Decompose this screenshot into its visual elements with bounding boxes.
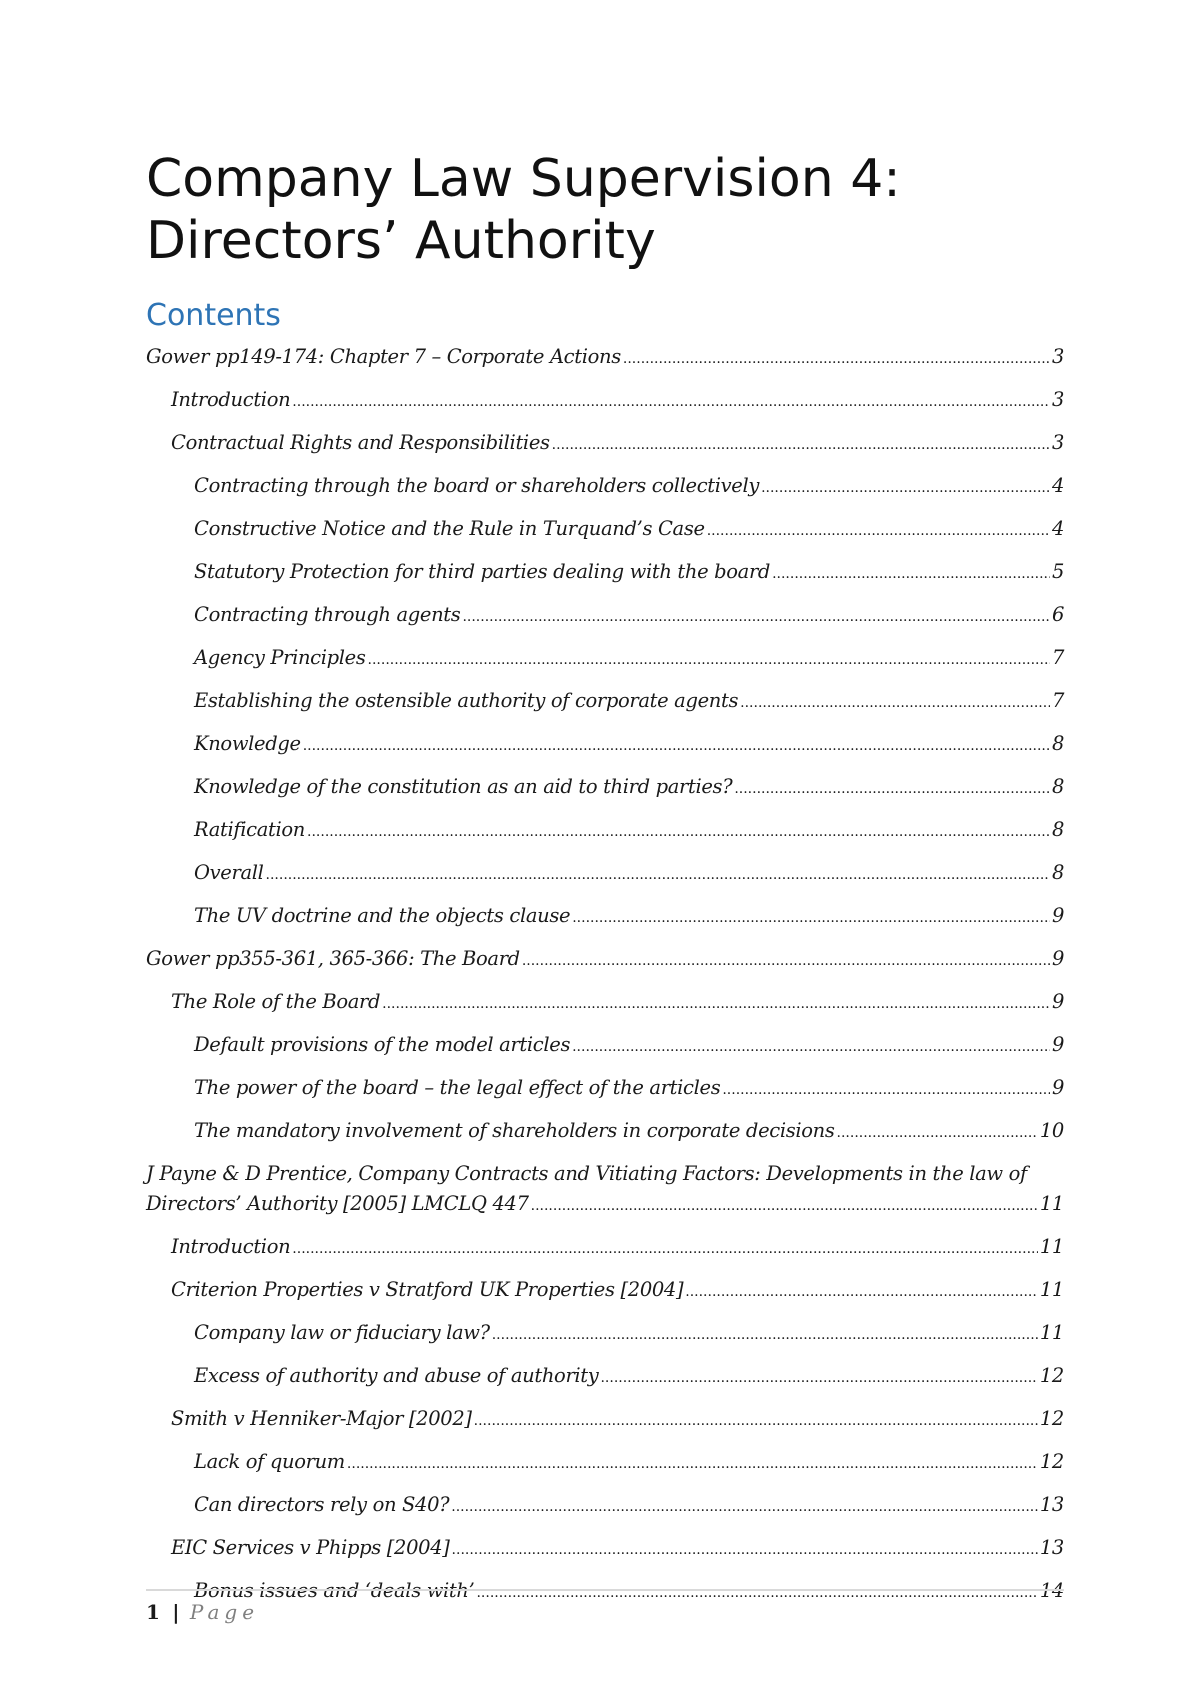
- toc-entry-title: Company law or fiduciary law?: [194, 1321, 490, 1344]
- toc-dot-leader: [531, 1189, 1038, 1221]
- toc-entry[interactable]: [146, 815, 1064, 847]
- toc-entry[interactable]: [146, 1576, 1064, 1608]
- toc-dot-leader: [368, 643, 1050, 675]
- toc-entry[interactable]: [146, 1116, 1064, 1148]
- toc-page-number: 9: [1051, 904, 1064, 927]
- toc-entry[interactable]: [146, 772, 1064, 804]
- toc-dot-leader: [772, 557, 1050, 589]
- toc-entry[interactable]: [146, 385, 1064, 417]
- toc-page-number: 9: [1051, 1033, 1064, 1056]
- page-footer: [146, 1597, 259, 1627]
- toc-entry-title: The Role of the Board: [171, 990, 381, 1013]
- toc-dot-leader: [722, 1073, 1050, 1105]
- toc-dot-leader: [761, 471, 1050, 503]
- toc-entry-title: EIC Services v Phipps [2004]: [171, 1536, 450, 1559]
- toc-entry-title: Contracting through the board or shareholders collectively: [194, 474, 760, 497]
- toc-page-number: 8: [1051, 861, 1064, 884]
- page-number: 1: [146, 1600, 160, 1624]
- toc-entry-title: Can directors rely on S40?: [194, 1493, 450, 1516]
- toc-page-number: 12: [1039, 1450, 1064, 1473]
- title-line-2: Directors’ Authority: [146, 211, 656, 271]
- toc-page-number: 8: [1051, 818, 1064, 841]
- toc-entry-title: Contracting through agents: [194, 603, 461, 626]
- toc-dot-leader: [492, 1318, 1038, 1350]
- toc-entry-title: Knowledge of the constitution as an aid to third parties?: [194, 775, 733, 798]
- toc-entry-title: Directors’ Authority [2005] LMCLQ 447: [146, 1192, 529, 1215]
- toc-page-number: 9: [1051, 947, 1064, 970]
- toc-page-number: 14: [1039, 1579, 1064, 1602]
- toc-entry[interactable]: [146, 1447, 1064, 1479]
- page-label: Page: [189, 1600, 260, 1624]
- toc-entry[interactable]: [146, 987, 1064, 1019]
- toc-entry-title: Introduction: [171, 1235, 291, 1258]
- toc-dot-leader: [837, 1116, 1038, 1148]
- toc-entry[interactable]: [146, 342, 1064, 374]
- toc-dot-leader: [266, 858, 1050, 890]
- toc-entry[interactable]: [146, 643, 1064, 675]
- toc-page-number: 5: [1051, 560, 1064, 583]
- toc-entry-title: The UV doctrine and the objects clause: [194, 904, 571, 927]
- toc-entry-title: Gower pp355-361, 365-366: The Board: [146, 947, 520, 970]
- toc-entry[interactable]: [146, 729, 1064, 761]
- toc-page-number: 3: [1051, 431, 1064, 454]
- toc-page-number: 9: [1051, 1076, 1064, 1099]
- toc-dot-leader: [552, 428, 1050, 460]
- toc-entry-title: Ratification: [194, 818, 306, 841]
- toc-entry[interactable]: [146, 1232, 1064, 1264]
- toc-entry-title: The power of the board – the legal effect of the articles: [194, 1076, 721, 1099]
- toc-dot-leader: [600, 1361, 1037, 1393]
- toc-dot-leader: [307, 815, 1050, 847]
- toc-dot-leader: [292, 1232, 1038, 1264]
- toc-dot-leader: [685, 1275, 1038, 1307]
- toc-entry-title: Knowledge: [194, 732, 301, 755]
- toc-dot-leader: [462, 600, 1049, 632]
- toc-entry[interactable]: [146, 514, 1064, 546]
- document-title: [146, 148, 1086, 272]
- toc-entry-title: Bonus issues and ‘deals with’: [194, 1579, 475, 1602]
- toc-entry[interactable]: [146, 858, 1064, 890]
- toc-entry-title: Constructive Notice and the Rule in Turquand’s Case: [194, 517, 705, 540]
- toc-entry[interactable]: [146, 471, 1064, 503]
- toc-entry-title: Overall: [194, 861, 264, 884]
- toc-entry[interactable]: [146, 1275, 1064, 1307]
- toc-entry-title: Lack of quorum: [194, 1450, 345, 1473]
- toc-dot-leader: [572, 1030, 1050, 1062]
- toc-page-number: 6: [1051, 603, 1064, 626]
- toc-dot-leader: [303, 729, 1050, 761]
- toc-page-number: 9: [1051, 990, 1064, 1013]
- toc-page-number: 4: [1051, 517, 1064, 540]
- toc-page-number: 8: [1051, 732, 1064, 755]
- toc-entry-title-line-1: J Payne & D Prentice, Company Contracts and Vitiating Factors: Developments in the law of: [146, 1162, 1027, 1185]
- toc-entry-title: Smith v Henniker-Major [2002]: [171, 1407, 472, 1430]
- toc-dot-leader: [347, 1447, 1038, 1479]
- toc-entry[interactable]: [146, 1490, 1064, 1522]
- toc-entry-title: The mandatory involvement of shareholders in corporate decisions: [194, 1119, 835, 1142]
- toc-page-number: 7: [1051, 646, 1064, 669]
- toc-page-number: 7: [1051, 689, 1064, 712]
- toc-dot-leader: [476, 1576, 1037, 1608]
- table-of-contents: [146, 342, 1064, 1619]
- toc-entry-line-2: [146, 1189, 1064, 1221]
- toc-dot-leader: [522, 944, 1050, 976]
- toc-entry-title: Criterion Properties v Stratford UK Properties [2004]: [171, 1278, 684, 1301]
- toc-entry[interactable]: [146, 1159, 1064, 1221]
- toc-page-number: 10: [1039, 1119, 1064, 1142]
- toc-entry-title: Introduction: [171, 388, 291, 411]
- toc-page-number: 13: [1039, 1493, 1064, 1516]
- toc-page-number: 12: [1039, 1407, 1064, 1430]
- toc-entry[interactable]: [146, 1404, 1064, 1436]
- toc-entry[interactable]: [146, 1361, 1064, 1393]
- toc-dot-leader: [474, 1404, 1038, 1436]
- toc-page-number: 12: [1039, 1364, 1064, 1387]
- toc-entry[interactable]: [146, 944, 1064, 976]
- toc-entry-title: Excess of authority and abuse of authority: [194, 1364, 599, 1387]
- toc-dot-leader: [382, 987, 1050, 1019]
- toc-entry[interactable]: [146, 428, 1064, 460]
- toc-dot-leader: [452, 1533, 1038, 1565]
- toc-dot-leader: [572, 901, 1050, 933]
- toc-entry-title: Contractual Rights and Responsibilities: [171, 431, 550, 454]
- toc-page-number: 11: [1039, 1192, 1064, 1215]
- toc-page-number: 3: [1051, 388, 1064, 411]
- toc-entry[interactable]: [146, 1073, 1064, 1105]
- footer-divider: [146, 1589, 1064, 1591]
- toc-page-number: 13: [1039, 1536, 1064, 1559]
- toc-entry-title: Default provisions of the model articles: [194, 1033, 571, 1056]
- toc-page-number: 11: [1039, 1321, 1064, 1344]
- toc-heading: Contents: [146, 298, 281, 333]
- toc-entry[interactable]: [146, 901, 1064, 933]
- toc-dot-leader: [707, 514, 1050, 546]
- toc-page-number: 11: [1039, 1278, 1064, 1301]
- toc-dot-leader: [292, 385, 1050, 417]
- toc-page-number: 8: [1051, 775, 1064, 798]
- toc-entry[interactable]: [146, 1533, 1064, 1565]
- toc-entry-title: Establishing the ostensible authority of corporate agents: [194, 689, 739, 712]
- toc-dot-leader: [451, 1490, 1038, 1522]
- toc-entry[interactable]: [146, 600, 1064, 632]
- toc-entry-title: Statutory Protection for third parties dealing with the board: [194, 560, 771, 583]
- toc-page-number: 4: [1051, 474, 1064, 497]
- toc-dot-leader: [734, 772, 1050, 804]
- toc-entry[interactable]: [146, 1318, 1064, 1350]
- toc-entry-title: Agency Principles: [194, 646, 366, 669]
- toc-entry[interactable]: [146, 1030, 1064, 1062]
- title-line-1: Company Law Supervision 4:: [146, 149, 901, 209]
- toc-dot-leader: [740, 686, 1050, 718]
- toc-page-number: 3: [1051, 345, 1064, 368]
- toc-entry[interactable]: [146, 686, 1064, 718]
- toc-entry-title: Gower pp149-174: Chapter 7 – Corporate Actions: [146, 345, 621, 368]
- toc-dot-leader: [623, 342, 1050, 374]
- toc-entry[interactable]: [146, 557, 1064, 589]
- toc-page-number: 11: [1039, 1235, 1064, 1258]
- footer-separator: |: [172, 1600, 180, 1624]
